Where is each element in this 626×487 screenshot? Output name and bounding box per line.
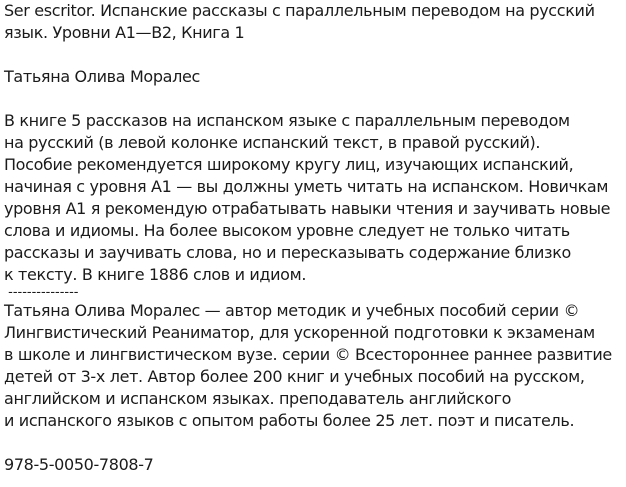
bio-line: Лингвистический Реаниматор, для ускоренной подготовки к экзаменам xyxy=(4,323,595,342)
bio-line: детей от 3-х лет. Автор более 200 книг и учебных пособий на русском, xyxy=(4,367,585,386)
spacer xyxy=(4,432,622,454)
bio-line: и испанского языков с опытом работы более 25 лет. поэт и писатель. xyxy=(4,411,575,430)
author-bio xyxy=(4,300,622,432)
bio-line: английском и испанском языках. преподаватель английского xyxy=(4,389,512,408)
book-title-line: язык. Уровни А1—В2, Книга 1 xyxy=(4,23,245,42)
description-line: рассказы и заучивать слова, но и пересказывать содержание близко xyxy=(4,243,571,262)
document-body xyxy=(4,0,622,476)
book-title xyxy=(4,0,622,44)
description-line: к тексту. В книге 1886 слов и идиом. xyxy=(4,265,307,284)
description-line: начиная с уровня А1 — вы должны уметь читать на испанском. Новичкам xyxy=(4,177,609,196)
book-author: Татьяна Олива Моралес xyxy=(4,67,200,86)
book-description xyxy=(4,110,622,286)
isbn: 978-5-0050-7808-7 xyxy=(4,455,154,474)
text-divider: --------------- xyxy=(4,285,79,300)
description-line: на русский (в левой колонке испанский текст, в правой русский). xyxy=(4,133,541,152)
description-line: уровня А1 я рекомендую отрабатывать навыки чтения и заучивать новые xyxy=(4,199,611,218)
book-title-line: Ser escritor. Испанские рассказы с параллельным переводом на русский xyxy=(4,1,595,20)
bio-line: в школе и лингвистическом вузе. серии © Всестороннее раннее развитие xyxy=(4,345,612,364)
description-line: слова и идиомы. На более высоком уровне следует не только читать xyxy=(4,221,570,240)
bio-line: Татьяна Олива Моралес — автор методик и учебных пособий серии © xyxy=(4,301,580,320)
description-line: Пособие рекомендуется широкому кругу лиц, изучающих испанский, xyxy=(4,155,574,174)
description-line: В книге 5 рассказов на испанском языке с параллельным переводом xyxy=(4,111,570,130)
spacer xyxy=(4,44,622,66)
spacer xyxy=(4,88,622,110)
